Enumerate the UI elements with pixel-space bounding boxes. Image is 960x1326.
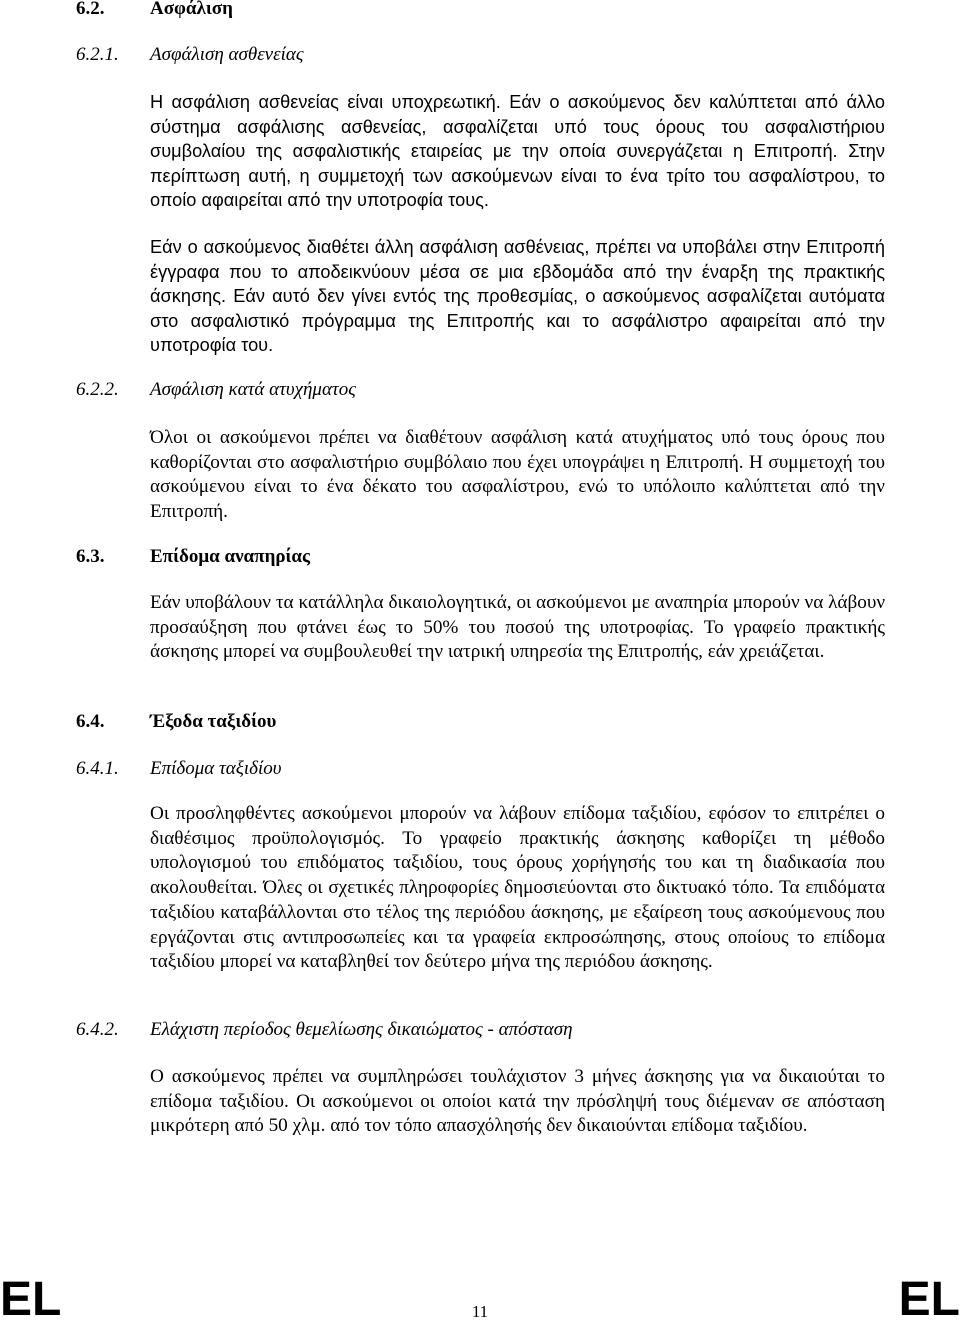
paragraph-accident-insurance: Όλοι οι ασκούμενοι πρέπει να διαθέτουν ασφάλιση κατά ατυχήματος υπό τους όρους που καθορίζονται στο ασφαλιστήριο συμβόλαιο που έχει υπογράψει η Επιτροπή. Η συμμετοχή του ασκούμενου είναι το ένα δέκατο του ασφαλίστρου, ενώ το υπόλοιπο καλύπτεται από την Επιτροπή. — [150, 427, 885, 523]
section-number: 6.4. — [76, 711, 105, 732]
page-number: 11 — [471, 1302, 489, 1321]
section-number: 6.2.1. — [76, 44, 119, 65]
section-number: 6.3. — [76, 546, 105, 567]
section-number: 6.2.2. — [76, 379, 119, 400]
section-title: Έξοδα ταξιδίου — [150, 711, 277, 732]
footer-language-code-left: EL — [0, 1273, 62, 1326]
paragraph-health-insurance: Η ασφάλιση ασθενείας είναι υποχρεωτική. Εάν ο ασκούμενος δεν καλύπτεται από άλλο σύστημα ασφάλισης ασθενείας, ασφαλίζεται υπό τους όρους του ασφαλιστήριου συμβολαίου της ασφαλιστικής εταιρείας με την οποία συνεργάζεται η Επιτροπή. Στην περίπτωση αυτή, η συμμετοχή των ασκούμενων είναι το ένα τρίτο του ασφαλίστρου, το οποίο αφαιρείται από την υποτροφία τους. — [150, 92, 885, 211]
section-title: Ασφάλιση ασθενείας — [150, 44, 304, 65]
section-title: Επίδομα ταξιδίου — [150, 758, 282, 779]
section-title: Ασφάλιση κατά ατυχήματος — [150, 379, 356, 400]
section-number: 6.4.1. — [76, 758, 119, 779]
section-title: Ελάχιστη περίοδος θεμελίωσης δικαιώματος - απόσταση — [150, 1019, 573, 1040]
footer-language-code-right: EL — [898, 1273, 960, 1326]
paragraph-minimum-period: Ο ασκούμενος πρέπει να συμπληρώσει τουλάχιστον 3 μήνες άσκησης για να δικαιούται το επίδομα ταξιδίου. Οι ασκούμενοι οι οποίοι κατά την πρόσληψή τους διέμεναν σε απόσταση μικρότερη από 50 χλμ. από τον τόπο απασχόλησής δεν δικαιούνται επίδομα ταξιδίου. — [150, 1066, 885, 1137]
section-number: 6.2. — [76, 0, 105, 19]
paragraph-disability-allowance: Εάν υποβάλουν τα κατάλληλα δικαιολογητικά, οι ασκούμενοι με αναπηρία μπορούν να λάβουν προσαύξηση που φτάνει έως το 50% του ποσού της υποτροφίας. Το γραφείο πρακτικής άσκησης μπορεί να συμβουλευθεί την ιατρική υπηρεσία της Επιτροπής, εάν χρειάζεται. — [150, 592, 885, 663]
section-title: Ασφάλιση — [150, 0, 233, 19]
section-title: Επίδομα αναπηρίας — [150, 546, 311, 567]
paragraph-other-insurance: Εάν ο ασκούμενος διαθέτει άλλη ασφάλιση ασθένειας, πρέπει να υποβάλει στην Επιτροπή έγγραφα που το αποδεικνύουν μέσα σε μια εβδομάδα από την έναρξη της πρακτικής άσκησης. Εάν αυτό δεν γίνει εντός της προθεσμίας, ο ασκούμενος ασφαλίζεται αυτόματα στο ασφαλιστικό πρόγραμμα της Επιτροπής και το ασφάλιστρο αφαιρείται από την υποτροφία του. — [150, 237, 885, 356]
paragraph-travel-allowance: Οι προσληφθέντες ασκούμενοι μπορούν να λάβουν επίδομα ταξιδίου, εφόσον το επιτρέπει ο διαθέσιμος προϋπολογισμός. Το γραφείο πρακτικής άσκησης καθορίζει τη μέθοδο υπολογισμού του επιδόματος ταξιδίου, τους όρους χορήγησής του και τη διαδικασία που ακολουθείται. Όλες οι σχετικές πληροφορίες δημοσιεύονται στο δικτυακό τόπο. Τα επιδόματα ταξιδίου καταβάλλονται στο τέλος της περιόδου άσκησης, με εξαίρεση τους ασκούμενους που εργάζονται στις αντιπροσωπείες και τα γραφεία εκπροσώπησης, στους οποίους το επίδομα ταξιδίου μπορεί να καταβληθεί τον δεύτερο μήνα της περιόδου άσκησης. — [150, 803, 885, 973]
section-number: 6.4.2. — [76, 1019, 119, 1040]
